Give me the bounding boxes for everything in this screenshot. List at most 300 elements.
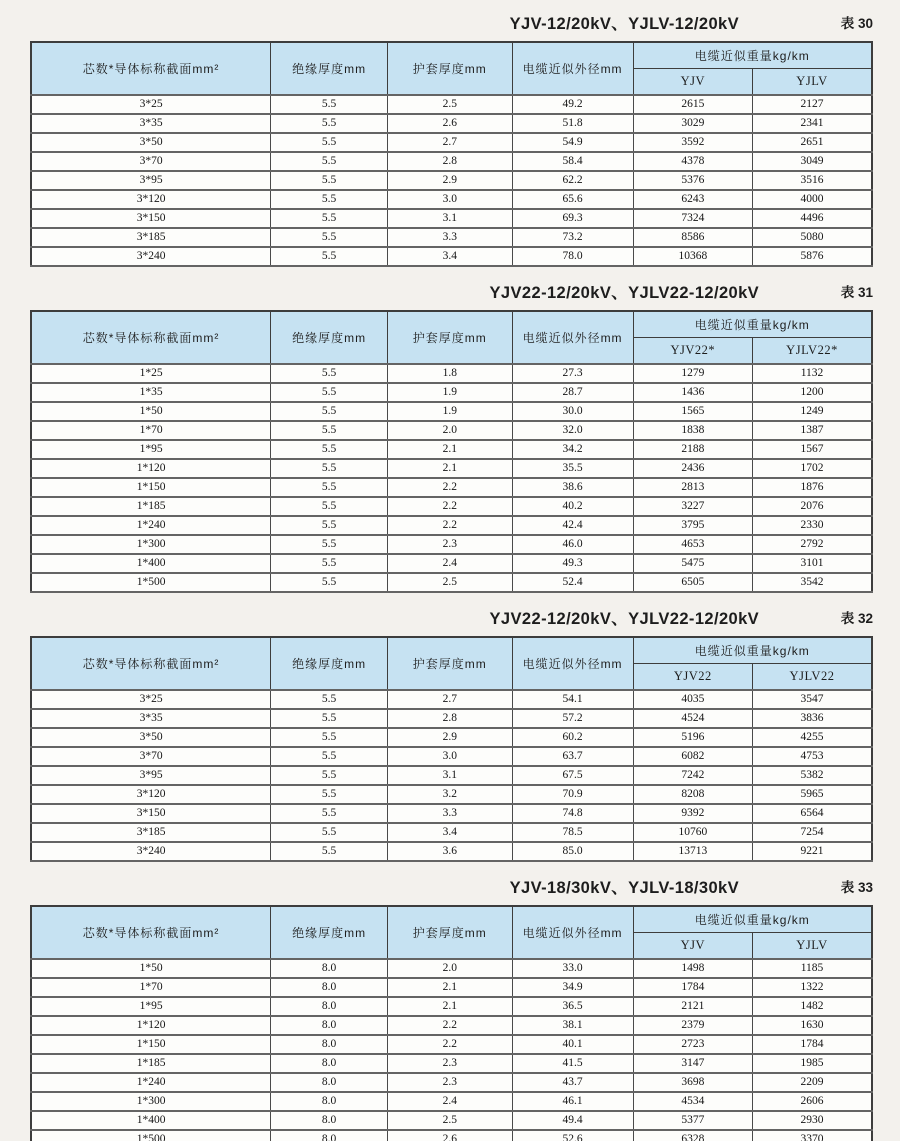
table-cell: 3542 <box>753 573 872 592</box>
table-row <box>31 978 872 997</box>
table-cell: 5.5 <box>271 497 388 516</box>
table-cell: 1*35 <box>31 383 271 402</box>
table-cell: 5.5 <box>271 364 388 383</box>
table-cell: 3*240 <box>31 247 271 266</box>
table-title-row <box>30 10 873 34</box>
table-cell: 2651 <box>753 133 872 152</box>
table-cell: 1*185 <box>31 1054 271 1073</box>
table-cell: 2.2 <box>388 497 512 516</box>
header-weight-yjlv: YJLV <box>753 933 872 960</box>
table-cell: 42.4 <box>512 516 633 535</box>
header-weight-yjlv: YJLV <box>753 69 872 96</box>
table-row <box>31 804 872 823</box>
table-cell: 2.3 <box>388 1054 512 1073</box>
table-cell: 1*95 <box>31 440 271 459</box>
table-cell: 5.5 <box>271 535 388 554</box>
table-cell: 1985 <box>753 1054 872 1073</box>
table-cell: 3*150 <box>31 804 271 823</box>
table-cell: 10368 <box>633 247 752 266</box>
table-title-row <box>30 605 873 629</box>
header-weight-yjv: YJV <box>633 69 752 96</box>
table-cell: 1279 <box>633 364 752 383</box>
table-cell: 3836 <box>753 709 872 728</box>
table-title: YJV22-12/20kV、YJLV22-12/20kV <box>489 610 760 628</box>
table-cell: 41.5 <box>512 1054 633 1073</box>
table-cell: 5080 <box>753 228 872 247</box>
table-cell: 3547 <box>753 690 872 709</box>
table-row <box>31 997 872 1016</box>
table-cell: 2.9 <box>388 728 512 747</box>
table-cell: 3592 <box>633 133 752 152</box>
header-diameter: 电缆近似外径mm <box>512 906 633 959</box>
table-cell: 85.0 <box>512 842 633 861</box>
table-section-32 <box>0 605 900 862</box>
table-cell: 67.5 <box>512 766 633 785</box>
table-cell: 40.2 <box>512 497 633 516</box>
table-cell: 1*120 <box>31 459 271 478</box>
table-cell: 3*35 <box>31 114 271 133</box>
table-row <box>31 1111 872 1130</box>
table-cell: 3*70 <box>31 747 271 766</box>
header-weight-yjlv22: YJLV22* <box>753 338 872 365</box>
table-cell: 1630 <box>753 1016 872 1035</box>
table-cell: 5.5 <box>271 133 388 152</box>
table-cell: 3101 <box>753 554 872 573</box>
header-insulation: 绝缘厚度mm <box>271 637 388 690</box>
table-cell: 1876 <box>753 478 872 497</box>
table-header <box>31 906 872 959</box>
table-cell: 36.5 <box>512 997 633 1016</box>
table-cell: 4255 <box>753 728 872 747</box>
header-weight-yjlv22: YJLV22 <box>753 664 872 691</box>
header-insulation: 绝缘厚度mm <box>271 42 388 95</box>
table-cell: 2.2 <box>388 1016 512 1035</box>
table-cell: 2.8 <box>388 709 512 728</box>
table-cell: 10760 <box>633 823 752 842</box>
header-sheath: 护套厚度mm <box>388 311 512 364</box>
table-cell: 8.0 <box>271 1035 388 1054</box>
table-cell: 1*50 <box>31 959 271 978</box>
table-row <box>31 842 872 861</box>
table-cell: 8.0 <box>271 1092 388 1111</box>
table-cell: 1482 <box>753 997 872 1016</box>
table-row <box>31 573 872 592</box>
table-cell: 1387 <box>753 421 872 440</box>
table-header <box>31 311 872 364</box>
table-body <box>31 364 872 592</box>
table-cell: 5.5 <box>271 95 388 114</box>
table-cell: 5.5 <box>271 421 388 440</box>
table-cell: 2.9 <box>388 171 512 190</box>
table-cell: 2076 <box>753 497 872 516</box>
header-spec: 芯数*导体标称截面mm² <box>31 42 271 95</box>
table-cell: 1.8 <box>388 364 512 383</box>
table-cell: 5.5 <box>271 516 388 535</box>
table-row <box>31 190 872 209</box>
table-cell: 46.0 <box>512 535 633 554</box>
table-cell: 2209 <box>753 1073 872 1092</box>
table-cell: 1.9 <box>388 402 512 421</box>
table-cell: 8.0 <box>271 959 388 978</box>
table-cell: 2121 <box>633 997 752 1016</box>
table-row <box>31 478 872 497</box>
table-cell: 5.5 <box>271 728 388 747</box>
table-cell: 1*500 <box>31 1130 271 1141</box>
table-cell: 3*50 <box>31 728 271 747</box>
table-cell: 5.5 <box>271 804 388 823</box>
table-row <box>31 785 872 804</box>
table-cell: 2.1 <box>388 459 512 478</box>
table-cell: 3.4 <box>388 823 512 842</box>
table-cell: 3*240 <box>31 842 271 861</box>
table-row <box>31 364 872 383</box>
table-cell: 49.3 <box>512 554 633 573</box>
table-cell: 38.1 <box>512 1016 633 1035</box>
table-cell: 30.0 <box>512 402 633 421</box>
table-cell: 5.5 <box>271 823 388 842</box>
header-spec: 芯数*导体标称截面mm² <box>31 906 271 959</box>
table-cell: 5.5 <box>271 766 388 785</box>
header-insulation: 绝缘厚度mm <box>271 311 388 364</box>
table-cell: 2341 <box>753 114 872 133</box>
table-row <box>31 440 872 459</box>
table-number: 表 32 <box>840 611 873 626</box>
table-cell: 6082 <box>633 747 752 766</box>
table-cell: 5.5 <box>271 785 388 804</box>
header-weight-group: 电缆近似重量kg/km <box>633 906 872 933</box>
table-body <box>31 690 872 861</box>
table-cell: 8.0 <box>271 1054 388 1073</box>
table-row <box>31 516 872 535</box>
table-row <box>31 823 872 842</box>
table-cell: 1*185 <box>31 497 271 516</box>
table-cell: 5.5 <box>271 747 388 766</box>
table-cell: 2.1 <box>388 997 512 1016</box>
table-cell: 2.5 <box>388 1111 512 1130</box>
table-cell: 3795 <box>633 516 752 535</box>
table-cell: 5.5 <box>271 228 388 247</box>
header-sheath: 护套厚度mm <box>388 637 512 690</box>
table-cell: 1185 <box>753 959 872 978</box>
table-cell: 4653 <box>633 535 752 554</box>
table-cell: 5.5 <box>271 842 388 861</box>
table-row <box>31 1130 872 1141</box>
header-sheath: 护套厚度mm <box>388 906 512 959</box>
header-weight-group: 电缆近似重量kg/km <box>633 637 872 664</box>
table-cell: 33.0 <box>512 959 633 978</box>
table-cell: 3516 <box>753 171 872 190</box>
table-row <box>31 497 872 516</box>
table-cell: 3.2 <box>388 785 512 804</box>
table-cell: 3.4 <box>388 247 512 266</box>
table-row <box>31 114 872 133</box>
table-cell: 70.9 <box>512 785 633 804</box>
table-cell: 1*25 <box>31 364 271 383</box>
table-cell: 4496 <box>753 209 872 228</box>
table-cell: 5.5 <box>271 459 388 478</box>
table-cell: 5196 <box>633 728 752 747</box>
table-cell: 3*120 <box>31 190 271 209</box>
table-cell: 2.1 <box>388 978 512 997</box>
table-title-row <box>30 279 873 303</box>
table-cell: 8.0 <box>271 1016 388 1035</box>
table-cell: 1*240 <box>31 516 271 535</box>
table-cell: 1838 <box>633 421 752 440</box>
header-spec: 芯数*导体标称截面mm² <box>31 311 271 364</box>
table-cell: 49.2 <box>512 95 633 114</box>
table-cell: 1702 <box>753 459 872 478</box>
table-cell: 1784 <box>633 978 752 997</box>
table-cell: 5.5 <box>271 402 388 421</box>
table-cell: 3*35 <box>31 709 271 728</box>
table-row <box>31 1016 872 1035</box>
header-spec: 芯数*导体标称截面mm² <box>31 637 271 690</box>
table-body <box>31 95 872 266</box>
table-row <box>31 459 872 478</box>
table-cell: 6505 <box>633 573 752 592</box>
table-cell: 5.5 <box>271 171 388 190</box>
spec-table-32 <box>30 636 873 862</box>
table-cell: 2.8 <box>388 152 512 171</box>
table-cell: 2606 <box>753 1092 872 1111</box>
table-section-30 <box>0 10 900 267</box>
table-cell: 3.3 <box>388 228 512 247</box>
table-row <box>31 747 872 766</box>
header-weight-yjv22: YJV22* <box>633 338 752 365</box>
spec-table-33 <box>30 905 873 1141</box>
table-cell: 3.1 <box>388 209 512 228</box>
header-weight-group: 电缆近似重量kg/km <box>633 42 872 69</box>
table-cell: 3*50 <box>31 133 271 152</box>
table-cell: 1567 <box>753 440 872 459</box>
table-cell: 2.6 <box>388 114 512 133</box>
table-cell: 3*25 <box>31 690 271 709</box>
table-row <box>31 690 872 709</box>
table-cell: 2723 <box>633 1035 752 1054</box>
header-sheath: 护套厚度mm <box>388 42 512 95</box>
table-cell: 2.5 <box>388 95 512 114</box>
table-cell: 34.2 <box>512 440 633 459</box>
table-row <box>31 535 872 554</box>
table-header <box>31 637 872 690</box>
table-cell: 9221 <box>753 842 872 861</box>
table-cell: 1784 <box>753 1035 872 1054</box>
table-cell: 2792 <box>753 535 872 554</box>
table-cell: 1.9 <box>388 383 512 402</box>
table-cell: 1322 <box>753 978 872 997</box>
table-cell: 1*300 <box>31 535 271 554</box>
table-cell: 73.2 <box>512 228 633 247</box>
table-cell: 2.7 <box>388 133 512 152</box>
table-row <box>31 421 872 440</box>
table-cell: 38.6 <box>512 478 633 497</box>
table-cell: 3*25 <box>31 95 271 114</box>
table-cell: 1*500 <box>31 573 271 592</box>
table-cell: 5965 <box>753 785 872 804</box>
table-cell: 3227 <box>633 497 752 516</box>
table-cell: 2.2 <box>388 478 512 497</box>
table-cell: 5475 <box>633 554 752 573</box>
table-cell: 2.1 <box>388 440 512 459</box>
table-number: 表 33 <box>840 880 873 895</box>
table-cell: 5.5 <box>271 554 388 573</box>
table-title: YJV-12/20kV、YJLV-12/20kV <box>509 15 740 33</box>
table-row <box>31 171 872 190</box>
table-row <box>31 152 872 171</box>
table-cell: 4534 <box>633 1092 752 1111</box>
table-cell: 1565 <box>633 402 752 421</box>
table-cell: 5.5 <box>271 152 388 171</box>
table-cell: 7242 <box>633 766 752 785</box>
table-cell: 2.4 <box>388 554 512 573</box>
table-cell: 54.9 <box>512 133 633 152</box>
table-cell: 2930 <box>753 1111 872 1130</box>
table-cell: 5.5 <box>271 190 388 209</box>
table-cell: 3.1 <box>388 766 512 785</box>
table-cell: 74.8 <box>512 804 633 823</box>
header-insulation: 绝缘厚度mm <box>271 906 388 959</box>
table-section-33 <box>0 874 900 1141</box>
table-cell: 78.0 <box>512 247 633 266</box>
table-cell: 5.5 <box>271 690 388 709</box>
table-cell: 3*95 <box>31 766 271 785</box>
table-cell: 43.7 <box>512 1073 633 1092</box>
table-cell: 1*95 <box>31 997 271 1016</box>
table-cell: 6564 <box>753 804 872 823</box>
table-cell: 5876 <box>753 247 872 266</box>
table-cell: 1436 <box>633 383 752 402</box>
table-cell: 3029 <box>633 114 752 133</box>
table-title: YJV-18/30kV、YJLV-18/30kV <box>509 879 740 897</box>
table-cell: 5.5 <box>271 209 388 228</box>
table-cell: 1*50 <box>31 402 271 421</box>
spec-table-30 <box>30 41 873 267</box>
table-cell: 8208 <box>633 785 752 804</box>
table-row <box>31 383 872 402</box>
table-cell: 3*95 <box>31 171 271 190</box>
table-cell: 1*70 <box>31 421 271 440</box>
table-row <box>31 1073 872 1092</box>
table-cell: 8.0 <box>271 978 388 997</box>
table-cell: 5376 <box>633 171 752 190</box>
table-cell: 52.4 <box>512 573 633 592</box>
table-cell: 3.6 <box>388 842 512 861</box>
table-row <box>31 209 872 228</box>
table-cell: 4753 <box>753 747 872 766</box>
table-cell: 5.5 <box>271 573 388 592</box>
table-title: YJV22-12/20kV、YJLV22-12/20kV <box>489 284 760 302</box>
table-cell: 2.3 <box>388 535 512 554</box>
table-cell: 5.5 <box>271 440 388 459</box>
table-cell: 62.2 <box>512 171 633 190</box>
header-diameter: 电缆近似外径mm <box>512 42 633 95</box>
table-cell: 3.0 <box>388 747 512 766</box>
table-cell: 2.0 <box>388 959 512 978</box>
table-row <box>31 228 872 247</box>
table-cell: 34.9 <box>512 978 633 997</box>
table-row <box>31 95 872 114</box>
table-row <box>31 709 872 728</box>
table-cell: 49.4 <box>512 1111 633 1130</box>
table-cell: 3698 <box>633 1073 752 1092</box>
table-cell: 2.4 <box>388 1092 512 1111</box>
table-cell: 1249 <box>753 402 872 421</box>
table-header <box>31 42 872 95</box>
table-cell: 1*300 <box>31 1092 271 1111</box>
table-cell: 8.0 <box>271 1073 388 1092</box>
table-row <box>31 728 872 747</box>
table-cell: 51.8 <box>512 114 633 133</box>
table-cell: 2.2 <box>388 1035 512 1054</box>
table-cell: 5.5 <box>271 709 388 728</box>
table-cell: 1132 <box>753 364 872 383</box>
table-cell: 2436 <box>633 459 752 478</box>
table-row <box>31 959 872 978</box>
table-cell: 2615 <box>633 95 752 114</box>
table-cell: 52.6 <box>512 1130 633 1141</box>
table-cell: 1200 <box>753 383 872 402</box>
table-cell: 2.0 <box>388 421 512 440</box>
table-cell: 5.5 <box>271 114 388 133</box>
table-cell: 35.5 <box>512 459 633 478</box>
table-cell: 4378 <box>633 152 752 171</box>
table-row <box>31 766 872 785</box>
table-cell: 3*70 <box>31 152 271 171</box>
table-cell: 1*400 <box>31 1111 271 1130</box>
table-cell: 27.3 <box>512 364 633 383</box>
table-cell: 4524 <box>633 709 752 728</box>
table-cell: 2813 <box>633 478 752 497</box>
header-weight-yjv: YJV <box>633 933 752 960</box>
table-cell: 6243 <box>633 190 752 209</box>
table-row <box>31 1092 872 1111</box>
table-cell: 8586 <box>633 228 752 247</box>
table-cell: 2330 <box>753 516 872 535</box>
table-body <box>31 959 872 1141</box>
header-diameter: 电缆近似外径mm <box>512 637 633 690</box>
table-row <box>31 402 872 421</box>
table-cell: 69.3 <box>512 209 633 228</box>
table-cell: 3.0 <box>388 190 512 209</box>
table-cell: 54.1 <box>512 690 633 709</box>
table-cell: 32.0 <box>512 421 633 440</box>
table-cell: 2.6 <box>388 1130 512 1141</box>
table-cell: 2188 <box>633 440 752 459</box>
table-cell: 3.3 <box>388 804 512 823</box>
table-cell: 5382 <box>753 766 872 785</box>
table-cell: 5377 <box>633 1111 752 1130</box>
header-weight-group: 电缆近似重量kg/km <box>633 311 872 338</box>
table-cell: 3*185 <box>31 228 271 247</box>
table-cell: 65.6 <box>512 190 633 209</box>
table-cell: 63.7 <box>512 747 633 766</box>
table-cell: 28.7 <box>512 383 633 402</box>
table-cell: 78.5 <box>512 823 633 842</box>
table-cell: 8.0 <box>271 1130 388 1141</box>
table-cell: 8.0 <box>271 997 388 1016</box>
table-cell: 60.2 <box>512 728 633 747</box>
table-cell: 4035 <box>633 690 752 709</box>
table-cell: 46.1 <box>512 1092 633 1111</box>
table-row <box>31 1035 872 1054</box>
table-cell: 1*70 <box>31 978 271 997</box>
table-cell: 1*150 <box>31 478 271 497</box>
table-cell: 5.5 <box>271 478 388 497</box>
table-cell: 57.2 <box>512 709 633 728</box>
table-cell: 40.1 <box>512 1035 633 1054</box>
table-cell: 3147 <box>633 1054 752 1073</box>
table-cell: 2379 <box>633 1016 752 1035</box>
